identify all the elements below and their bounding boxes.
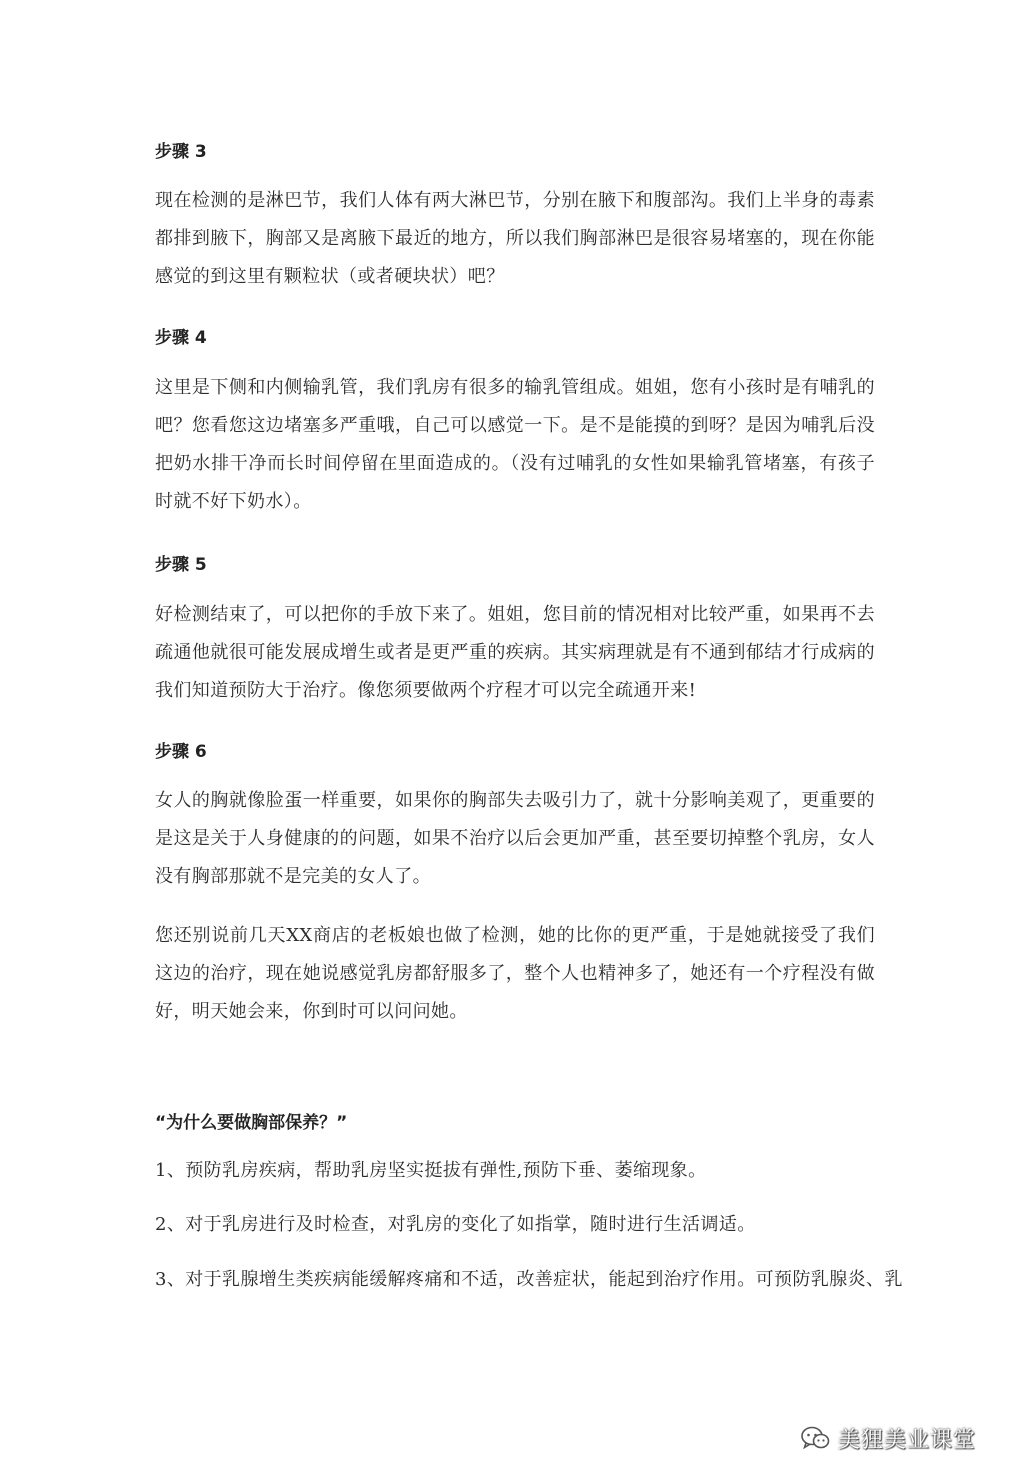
step-4-text: 这里是下侧和内侧输乳管，我们乳房有很多的输乳管组成。姐姐，您有小孩时是有哺乳的吧？您看您这边堵塞多严重哦，自己可以感觉一下。是不是能摸的到呀？是因为哺乳后没把奶水排干净而长时间停留在里面造成的。（没有过哺乳的女性如果输乳管堵塞，有孩子时就不好下奶水）。 bbox=[155, 377, 875, 512]
step-5-heading: 步骤 5 bbox=[155, 555, 207, 575]
why-section-heading: “为什么要做胸部保养？” bbox=[155, 1113, 348, 1133]
step-6-text: 女人的胸就像脸蛋一样重要，如果你的胸部失去吸引力了，就十分影响美观了，更重要的是这是关于人身健康的的问题，如果不治疗以后会更加严重，甚至要切掉整个乳房，女人没有胸部那就不是完美的女人了。 bbox=[155, 790, 875, 887]
watermark-text: 美狸美业课堂 bbox=[838, 1427, 977, 1453]
why-item-2: 2、对于乳房进行及时检查，对乳房的变化了如指掌，随时进行生活调适。 bbox=[155, 1214, 756, 1235]
step-6-heading: 步骤 6 bbox=[155, 742, 207, 762]
why-item-3: 3、对于乳腺增生类疾病能缓解疼痛和不适，改善症状，能起到治疗作用。可预防乳腺炎、乳 bbox=[155, 1269, 903, 1290]
why-item-1: 1、预防乳房疾病，帮助乳房坚实挺拔有弹性,预防下垂、萎缩现象。 bbox=[155, 1160, 707, 1181]
step-6-text-2: 您还别说前几天XX商店的老板娘也做了检测，她的比你的更严重，于是她就接受了我们这边的治疗，现在她说感觉乳房都舒服多了，整个人也精神多了，她还有一个疗程没有做好，明天她会来，你到时可以问问她。 bbox=[155, 925, 875, 1022]
step-3-heading: 步骤 3 bbox=[155, 142, 207, 162]
wechat-icon bbox=[800, 1425, 830, 1451]
watermark bbox=[800, 1418, 976, 1458]
step-3-text: 现在检测的是淋巴节，我们人体有两大淋巴节，分别在腋下和腹部沟。我们上半身的毒素都排到腋下，胸部又是离腋下最近的地方，所以我们胸部淋巴是很容易堵塞的，现在你能感觉的到这里有颗粒状（或者硬块状）吧？ bbox=[155, 190, 875, 287]
step-5-text: 好检测结束了，可以把你的手放下来了。姐姐，您目前的情况相对比较严重，如果再不去疏通他就很可能发展成增生或者是更严重的疾病。其实病理就是有不通到郁结才行成病的我们知道预防大于治疗。像您须要做两个疗程才可以完全疏通开来! bbox=[155, 604, 875, 701]
step-4-heading: 步骤 4 bbox=[155, 328, 207, 348]
